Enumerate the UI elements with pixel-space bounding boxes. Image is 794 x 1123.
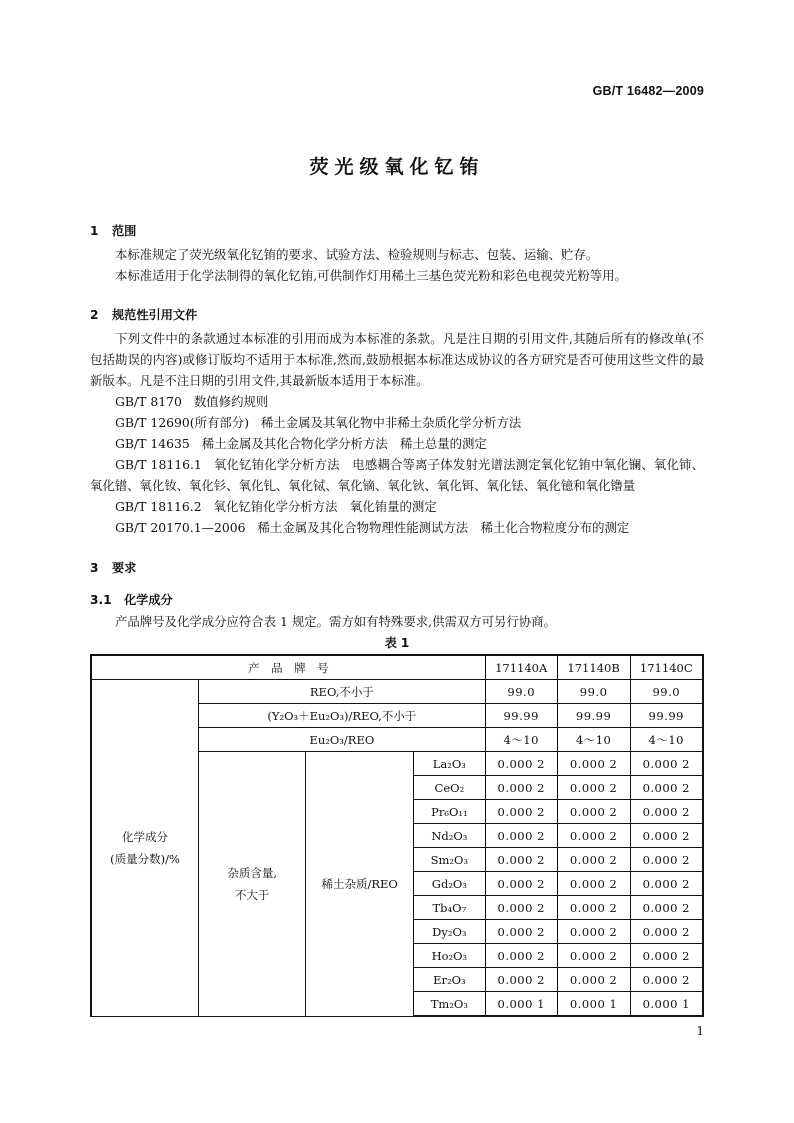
value-cell: 0.000 2: [485, 920, 557, 944]
section-scope: [90, 222, 704, 286]
section-heading: [90, 222, 704, 244]
value-cell: 0.000 2: [485, 800, 557, 824]
impurity-name: Pr₆O₁₁: [413, 800, 485, 824]
chemical-composition-table: [90, 654, 704, 1017]
table-caption: 表 1: [384, 636, 410, 650]
paragraph: 本标准适用于化学法制得的氧化钇铕,可供制作灯用稀土三基色荧光粉和彩色电视荧光粉等用。: [115, 268, 627, 283]
impurity-name: Sm₂O₃: [413, 848, 485, 872]
value-cell: 4～10: [485, 728, 557, 752]
reference-code: GB/T 8170: [115, 394, 182, 409]
value-cell: 99.99: [630, 704, 703, 728]
impurity-name: CeO₂: [413, 776, 485, 800]
standard-code: GB/T 16482—2009: [592, 84, 704, 98]
impurity-name: Dy₂O₃: [413, 920, 485, 944]
reference-item: [90, 412, 704, 433]
section-number: 3: [90, 561, 99, 575]
impurity-name: Nd₂O₃: [413, 824, 485, 848]
value-cell: 99.0: [557, 680, 630, 704]
row-label: REO,不小于: [199, 680, 486, 704]
value-cell: 0.000 2: [485, 944, 557, 968]
reference-code: GB/T 18116.2: [115, 499, 202, 514]
value-cell: 0.000 2: [630, 920, 703, 944]
brand-cell: 171140C: [630, 655, 703, 680]
section-number: 2: [90, 308, 99, 322]
value-cell: 0.000 2: [485, 968, 557, 992]
paragraph: 下列文件中的条款通过本标准的引用而成为本标准的条款。凡是注日期的引用文件,其随后所有的修改单(不包括勘误的内容)或修订版均不适用于本标准,然而,鼓励根据本标准达成协议的各方研究是否可使用这些文件的最新版本。凡是不注日期的引用文件,其最新版本适用于本标准。: [90, 331, 704, 388]
re-impurity-label-cell: 稀土杂质/REO: [306, 752, 414, 1017]
section-title: 范围: [112, 224, 137, 238]
value-cell: 0.000 2: [557, 848, 630, 872]
subsection-number: 3.1: [90, 593, 112, 607]
value-cell: 0.000 1: [630, 992, 703, 1017]
value-cell: 0.000 2: [557, 920, 630, 944]
value-cell: 0.000 2: [485, 752, 557, 776]
value-cell: 0.000 2: [557, 872, 630, 896]
impurity-name: Ho₂O₃: [413, 944, 485, 968]
impurity-name: Tb₄O₇: [413, 896, 485, 920]
table-header-row: [91, 655, 703, 680]
value-cell: 0.000 2: [630, 752, 703, 776]
value-cell: 0.000 2: [485, 848, 557, 872]
reference-item: [90, 496, 704, 517]
value-cell: 4～10: [557, 728, 630, 752]
impurity-name: Gd₂O₃: [413, 872, 485, 896]
page-number: 1: [696, 1024, 704, 1038]
value-cell: 0.000 2: [630, 944, 703, 968]
reference-item: [90, 391, 704, 412]
reference-title: 稀土金属及其氧化物中非稀土杂质化学分析方法: [261, 415, 522, 430]
section-heading: [90, 559, 704, 591]
value-cell: 0.000 2: [557, 968, 630, 992]
value-cell: 0.000 2: [630, 872, 703, 896]
value-cell: 99.0: [485, 680, 557, 704]
value-cell: 99.99: [485, 704, 557, 728]
impurity-label-line: 不大于: [234, 887, 270, 902]
table-row: [91, 680, 703, 704]
reference-title: 氧化钇铕化学分析方法 氧化铕量的测定: [213, 499, 437, 514]
value-cell: 0.000 2: [630, 896, 703, 920]
impurity-label-cell: [199, 752, 306, 1017]
row-label: (Y₂O₃＋Eu₂O₃)/REO,不小于: [199, 704, 486, 728]
value-cell: 99.0: [630, 680, 703, 704]
paragraph: 本标准规定了荧光级氧化钇铕的要求、试验方法、检验规则与标志、包装、运输、贮存。: [115, 247, 599, 262]
reference-item: [90, 454, 704, 496]
impurity-name: Er₂O₃: [413, 968, 485, 992]
value-cell: 0.000 2: [485, 824, 557, 848]
value-cell: 0.000 1: [557, 992, 630, 1017]
brand-cell: 171140A: [485, 655, 557, 680]
row-label: Eu₂O₃/REO: [199, 728, 486, 752]
value-cell: 0.000 2: [630, 776, 703, 800]
reference-code: GB/T 18116.1: [115, 457, 202, 472]
section-heading: [90, 306, 704, 328]
value-cell: 0.000 2: [557, 800, 630, 824]
value-cell: 4～10: [630, 728, 703, 752]
group-label-line: (质量分数)/%: [110, 851, 180, 866]
paragraph: 产品牌号及化学成分应符合表 1 规定。需方如有特殊要求,供需双方可另行协商。: [115, 614, 556, 629]
reference-title: 氧化钇铕化学分析方法 电感耦合等离子体发射光谱法测定氧化钇铕中氧化镧、氧化铈、氧化镨、氧化钕、氧化钐、氧化钆、氧化铽、氧化镝、氧化钬、氧化铒、氧化铥、氧化镱和氧化镥量: [90, 457, 705, 493]
section-normative-references: [90, 306, 704, 538]
value-cell: 0.000 2: [485, 872, 557, 896]
reference-item: [90, 517, 704, 538]
reference-title: 稀土金属及其化合物物理性能测试方法 稀土化合物粒度分布的测定: [257, 520, 630, 535]
subsection-heading: [90, 591, 704, 611]
impurity-name: Tm₂O₃: [413, 992, 485, 1017]
impurity-name: La₂O₃: [413, 752, 485, 776]
value-cell: 0.000 2: [557, 776, 630, 800]
value-cell: 0.000 2: [485, 896, 557, 920]
reference-code: GB/T 14635: [115, 436, 190, 451]
value-cell: 0.000 2: [557, 944, 630, 968]
brand-cell: 171140B: [557, 655, 630, 680]
group-label-line: 化学成分: [122, 829, 168, 844]
value-cell: 99.99: [557, 704, 630, 728]
page-title: 荧光级氧化钇铕: [309, 156, 485, 178]
reference-title: 数值修约规则: [193, 394, 269, 409]
value-cell: 0.000 2: [485, 776, 557, 800]
section-title: 规范性引用文件: [112, 308, 198, 322]
value-cell: 0.000 2: [630, 968, 703, 992]
reference-item: [90, 433, 704, 454]
impurity-label-line: 杂质含量,: [227, 865, 278, 880]
value-cell: 0.000 1: [485, 992, 557, 1017]
section-requirements: [90, 559, 704, 632]
value-cell: 0.000 2: [630, 848, 703, 872]
reference-code: GB/T 20170.1—2006: [115, 520, 246, 535]
section-number: 1: [90, 224, 99, 238]
value-cell: 0.000 2: [630, 824, 703, 848]
group-label-cell: [91, 680, 199, 1017]
header-cell: 产 品 牌 号: [91, 655, 485, 680]
value-cell: 0.000 2: [630, 800, 703, 824]
value-cell: 0.000 2: [557, 824, 630, 848]
subsection-title: 化学成分: [124, 593, 173, 607]
value-cell: 0.000 2: [557, 896, 630, 920]
value-cell: 0.000 2: [557, 752, 630, 776]
section-title: 要求: [112, 561, 137, 575]
reference-code: GB/T 12690(所有部分): [115, 415, 250, 430]
reference-title: 稀土金属及其化合物化学分析方法 稀土总量的测定: [201, 436, 487, 451]
